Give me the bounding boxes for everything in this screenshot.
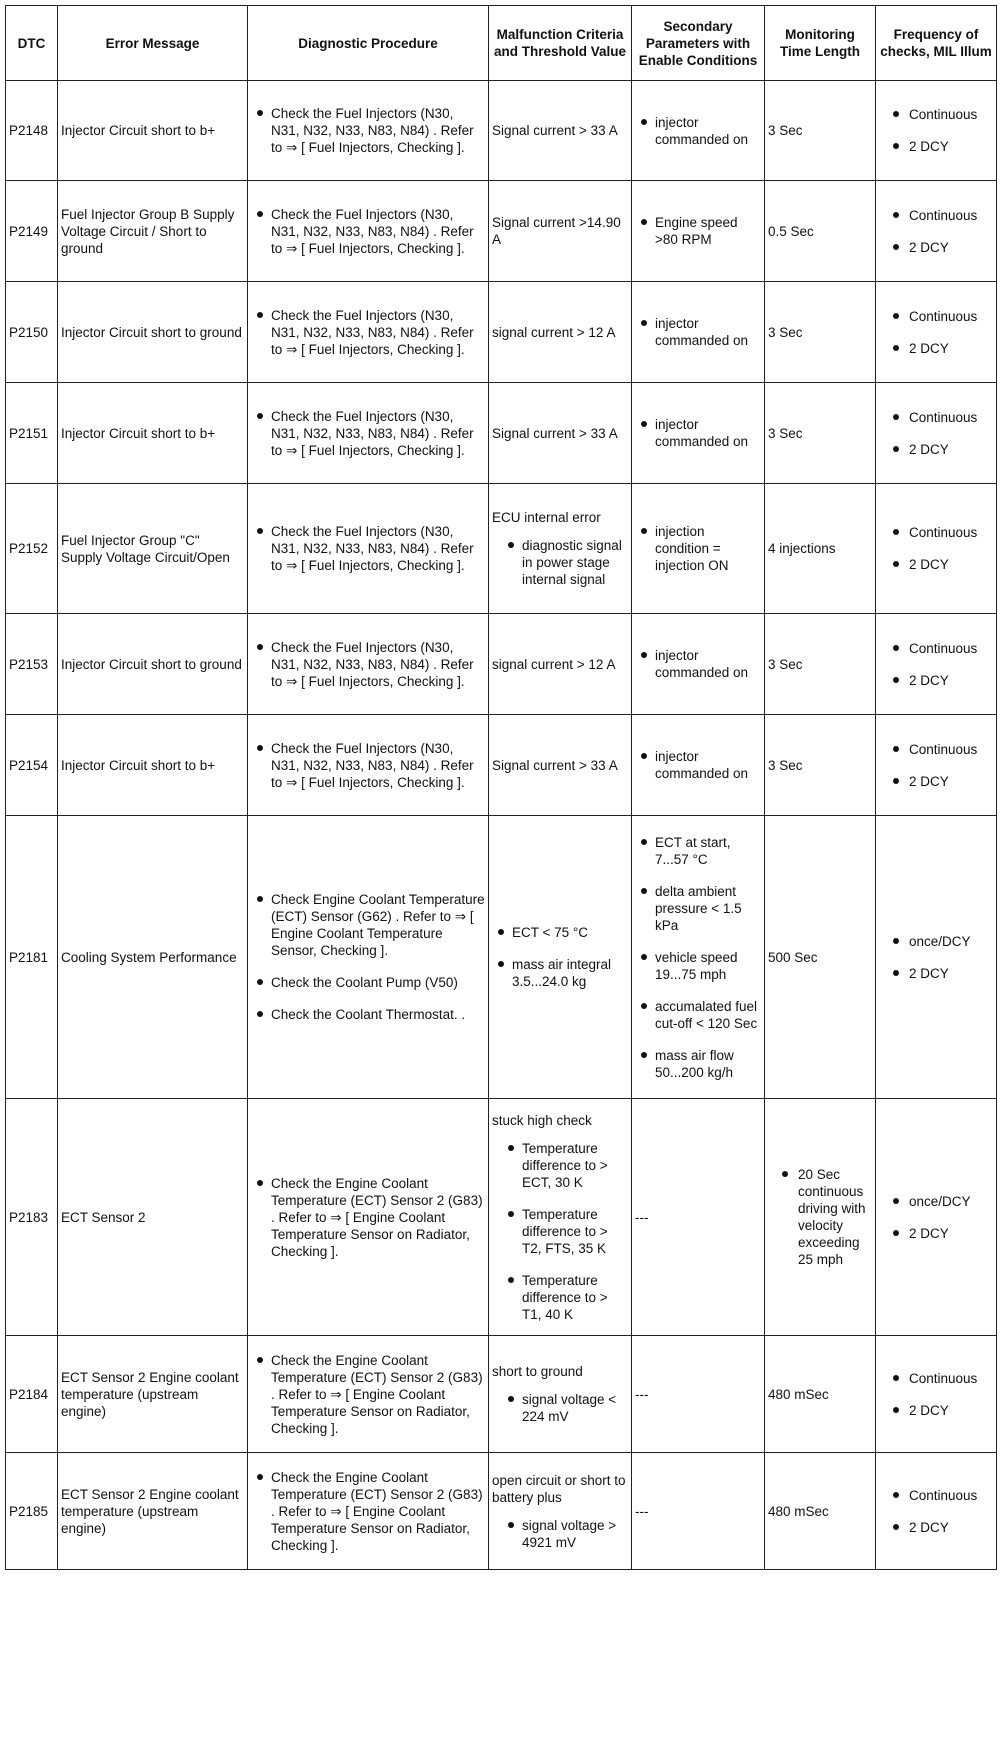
secondary-parameter-item-list [635, 214, 761, 248]
table-row [6, 383, 997, 484]
error-message-cell: ECT Sensor 2 Engine coolant temperature (upstream engine) [58, 1336, 248, 1453]
frequency-item: 2 DCY [879, 239, 993, 256]
table-row [6, 181, 997, 282]
secondary-parameters-cell [632, 816, 765, 1099]
frequency-item-list [879, 524, 993, 573]
error-message-cell: Cooling System Performance [58, 816, 248, 1099]
frequency-item: 2 DCY [879, 556, 993, 573]
frequency-item: Continuous [879, 741, 993, 758]
secondary-parameter-item: injection condition = injection ON [635, 523, 761, 574]
malfunction-criteria-cell: Signal current > 33 A [489, 81, 632, 181]
secondary-parameters-cell [632, 81, 765, 181]
criteria-item: signal voltage > 4921 mV [502, 1517, 628, 1551]
error-message-cell: Injector Circuit short to b+ [58, 81, 248, 181]
secondary-parameters-cell: --- [632, 1336, 765, 1453]
procedure-item-list [251, 1469, 485, 1554]
header-row [6, 6, 997, 81]
dtc-code-cell: P2149 [6, 181, 58, 282]
malfunction-criteria-cell [489, 816, 632, 1099]
frequency-cell [876, 614, 997, 715]
criteria-lead-text: ECU internal error [492, 510, 601, 525]
criteria-item-list [492, 1140, 628, 1323]
secondary-parameters-cell [632, 383, 765, 484]
criteria-item: signal voltage < 224 mV [502, 1391, 628, 1425]
procedure-item-list [251, 639, 485, 690]
dtc-code-cell: P2184 [6, 1336, 58, 1453]
frequency-item: Continuous [879, 409, 993, 426]
header-monitoring-time: Monitoring Time Length [765, 6, 876, 81]
table-body [6, 81, 997, 1570]
procedure-item: Check the Fuel Injectors (N30, N31, N32, N33, N83, N84) . Refer to ⇒ [ Fuel Injectors, Checking ]. [251, 206, 485, 257]
header-error-message: Error Message [58, 6, 248, 81]
procedure-item-list [251, 523, 485, 574]
frequency-item-list [879, 1487, 993, 1536]
monitoring-time-cell: 3 Sec [765, 282, 876, 383]
error-message-cell: Injector Circuit short to ground [58, 282, 248, 383]
monitoring-time-cell: 4 injections [765, 484, 876, 614]
dtc-table [5, 5, 997, 1570]
criteria-item-list [492, 1391, 628, 1425]
criteria-lead-text: open circuit or short to battery plus [492, 1472, 626, 1505]
frequency-item: 2 DCY [879, 965, 993, 982]
error-message-cell: Injector Circuit short to b+ [58, 383, 248, 484]
procedure-item-list [251, 206, 485, 257]
table-row [6, 81, 997, 181]
dtc-code-cell: P2148 [6, 81, 58, 181]
secondary-parameter-item-list [635, 416, 761, 450]
secondary-parameters-cell [632, 181, 765, 282]
secondary-parameters-cell: --- [632, 1453, 765, 1570]
monitoring-item: 20 Sec continuous driving with velocity exceeding 25 mph [768, 1166, 872, 1268]
table-row [6, 282, 997, 383]
frequency-item-list [879, 640, 993, 689]
dtc-code-cell: P2153 [6, 614, 58, 715]
dtc-code-cell: P2183 [6, 1099, 58, 1336]
table-row [6, 1099, 997, 1336]
frequency-item: 2 DCY [879, 138, 993, 155]
procedure-item: Check the Fuel Injectors (N30, N31, N32, N33, N83, N84) . Refer to ⇒ [ Fuel Injectors, Checking ]. [251, 105, 485, 156]
dtc-code-cell: P2152 [6, 484, 58, 614]
frequency-item-list [879, 207, 993, 256]
procedure-item: Check the Fuel Injectors (N30, N31, N32, N33, N83, N84) . Refer to ⇒ [ Fuel Injectors, Checking ]. [251, 639, 485, 690]
secondary-parameter-item: ECT at start, 7...57 °C [635, 834, 761, 868]
criteria-item: Temperature difference to > ECT, 30 K [502, 1140, 628, 1191]
monitoring-time-cell: 3 Sec [765, 715, 876, 816]
frequency-item: Continuous [879, 207, 993, 224]
header-diagnostic-procedure: Diagnostic Procedure [248, 6, 489, 81]
procedure-item: Check Engine Coolant Temperature (ECT) Sensor (G62) . Refer to ⇒ [ Engine Coolant Temperature Sensor, Checking ]. [251, 891, 485, 959]
procedure-item-list [251, 105, 485, 156]
frequency-item-list [879, 933, 993, 982]
frequency-item: Continuous [879, 640, 993, 657]
monitoring-time-cell: 3 Sec [765, 81, 876, 181]
procedure-item: Check the Engine Coolant Temperature (ECT) Sensor 2 (G83) . Refer to ⇒ [ Engine Coolant Temperature Sensor on Radiator, Checking ]. [251, 1352, 485, 1437]
error-message-cell: Fuel Injector Group "C" Supply Voltage Circuit/Open [58, 484, 248, 614]
secondary-parameter-item: delta ambient pressure < 1.5 kPa [635, 883, 761, 934]
frequency-item-list [879, 106, 993, 155]
table-row [6, 816, 997, 1099]
secondary-parameter-item: mass air flow 50...200 kg/h [635, 1047, 761, 1081]
procedure-item-list [251, 1175, 485, 1260]
criteria-lead-text: short to ground [492, 1364, 583, 1379]
criteria-item: ECT < 75 °C [492, 924, 628, 941]
secondary-parameter-item: injector commanded on [635, 748, 761, 782]
malfunction-criteria-cell [489, 484, 632, 614]
secondary-parameters-cell [632, 484, 765, 614]
table-row [6, 715, 997, 816]
table-row [6, 1453, 997, 1570]
secondary-parameter-item: injector commanded on [635, 647, 761, 681]
diagnostic-procedure-cell [248, 1099, 489, 1336]
error-message-cell: Injector Circuit short to b+ [58, 715, 248, 816]
monitoring-time-cell: 3 Sec [765, 614, 876, 715]
frequency-item: 2 DCY [879, 1519, 993, 1536]
error-message-cell: ECT Sensor 2 Engine coolant temperature (upstream engine) [58, 1453, 248, 1570]
criteria-item: Temperature difference to > T1, 40 K [502, 1272, 628, 1323]
diagnostic-procedure-cell [248, 816, 489, 1099]
monitoring-time-cell [765, 1099, 876, 1336]
frequency-cell [876, 816, 997, 1099]
monitoring-time-cell: 500 Sec [765, 816, 876, 1099]
frequency-cell [876, 81, 997, 181]
secondary-parameter-item-list [635, 748, 761, 782]
error-message-cell: Fuel Injector Group B Supply Voltage Circuit / Short to ground [58, 181, 248, 282]
frequency-item: 2 DCY [879, 340, 993, 357]
secondary-parameters-cell [632, 282, 765, 383]
secondary-parameter-item: Engine speed >80 RPM [635, 214, 761, 248]
frequency-item: Continuous [879, 524, 993, 541]
procedure-item-list [251, 891, 485, 1023]
procedure-item: Check the Engine Coolant Temperature (ECT) Sensor 2 (G83) . Refer to ⇒ [ Engine Coolant Temperature Sensor on Radiator, Checking ]. [251, 1175, 485, 1260]
secondary-parameter-item-list [635, 114, 761, 148]
procedure-item: Check the Coolant Pump (V50) [251, 974, 485, 991]
criteria-item-list [492, 537, 628, 588]
malfunction-criteria-cell: signal current > 12 A [489, 614, 632, 715]
diagnostic-procedure-cell [248, 1336, 489, 1453]
frequency-item: Continuous [879, 106, 993, 123]
frequency-item: 2 DCY [879, 672, 993, 689]
header-dtc: DTC [6, 6, 58, 81]
frequency-item-list [879, 1193, 993, 1242]
procedure-item: Check the Fuel Injectors (N30, N31, N32, N33, N83, N84) . Refer to ⇒ [ Fuel Injectors, Checking ]. [251, 523, 485, 574]
secondary-parameter-item: injector commanded on [635, 114, 761, 148]
secondary-parameter-item-list [635, 647, 761, 681]
diagnostic-procedure-cell [248, 282, 489, 383]
error-message-cell: ECT Sensor 2 [58, 1099, 248, 1336]
secondary-parameters-cell [632, 614, 765, 715]
procedure-item-list [251, 740, 485, 791]
diagnostic-procedure-cell [248, 1453, 489, 1570]
frequency-item-list [879, 741, 993, 790]
procedure-item-list [251, 1352, 485, 1437]
frequency-cell [876, 484, 997, 614]
dtc-code-cell: P2150 [6, 282, 58, 383]
frequency-cell [876, 383, 997, 484]
secondary-parameter-item: injector commanded on [635, 416, 761, 450]
secondary-parameters-cell [632, 715, 765, 816]
malfunction-criteria-cell: Signal current >14.90 A [489, 181, 632, 282]
frequency-item-list [879, 308, 993, 357]
malfunction-criteria-cell [489, 1336, 632, 1453]
malfunction-criteria-cell: signal current > 12 A [489, 282, 632, 383]
secondary-parameter-item: injector commanded on [635, 315, 761, 349]
procedure-item-list [251, 408, 485, 459]
frequency-cell [876, 715, 997, 816]
frequency-item: 2 DCY [879, 773, 993, 790]
criteria-item-list [492, 924, 628, 990]
dtc-code-cell: P2185 [6, 1453, 58, 1570]
malfunction-criteria-cell: Signal current > 33 A [489, 383, 632, 484]
criteria-item-list [492, 1517, 628, 1551]
frequency-item: once/DCY [879, 1193, 993, 1210]
frequency-cell [876, 282, 997, 383]
monitoring-time-cell: 480 mSec [765, 1453, 876, 1570]
dtc-code-cell: P2151 [6, 383, 58, 484]
monitoring-item-list [768, 1166, 872, 1268]
frequency-item: 2 DCY [879, 1225, 993, 1242]
frequency-item: Continuous [879, 308, 993, 325]
table-row [6, 1336, 997, 1453]
procedure-item: Check the Engine Coolant Temperature (ECT) Sensor 2 (G83) . Refer to ⇒ [ Engine Coolant Temperature Sensor on Radiator, Checking ]. [251, 1469, 485, 1554]
secondary-parameter-item-list [635, 523, 761, 574]
dtc-code-cell: P2154 [6, 715, 58, 816]
secondary-parameter-item: vehicle speed 19...75 mph [635, 949, 761, 983]
procedure-item-list [251, 307, 485, 358]
malfunction-criteria-cell: Signal current > 33 A [489, 715, 632, 816]
secondary-parameter-item-list [635, 834, 761, 1081]
procedure-item: Check the Fuel Injectors (N30, N31, N32, N33, N83, N84) . Refer to ⇒ [ Fuel Injectors, Checking ]. [251, 307, 485, 358]
frequency-cell [876, 181, 997, 282]
frequency-cell [876, 1453, 997, 1570]
frequency-item: 2 DCY [879, 1402, 993, 1419]
table-row [6, 484, 997, 614]
frequency-item: Continuous [879, 1487, 993, 1504]
diagnostic-procedure-cell [248, 383, 489, 484]
frequency-item: once/DCY [879, 933, 993, 950]
header-malfunction-criteria: Malfunction Criteria and Threshold Value [489, 6, 632, 81]
frequency-cell [876, 1336, 997, 1453]
monitoring-time-cell: 480 mSec [765, 1336, 876, 1453]
frequency-cell [876, 1099, 997, 1336]
malfunction-criteria-cell [489, 1099, 632, 1336]
error-message-cell: Injector Circuit short to ground [58, 614, 248, 715]
diagnostic-procedure-cell [248, 715, 489, 816]
frequency-item-list [879, 409, 993, 458]
criteria-lead-text: stuck high check [492, 1112, 592, 1128]
diagnostic-procedure-cell [248, 614, 489, 715]
diagnostic-procedure-cell [248, 81, 489, 181]
secondary-parameter-item: accumalated fuel cut-off < 120 Sec [635, 998, 761, 1032]
secondary-parameters-cell: --- [632, 1099, 765, 1336]
dtc-code-cell: P2181 [6, 816, 58, 1099]
frequency-item: 2 DCY [879, 441, 993, 458]
criteria-item: mass air integral 3.5...24.0 kg [492, 956, 628, 990]
malfunction-criteria-cell [489, 1453, 632, 1570]
frequency-item: Continuous [879, 1370, 993, 1387]
monitoring-time-cell: 3 Sec [765, 383, 876, 484]
header-secondary-parameters: Secondary Parameters with Enable Conditions [632, 6, 765, 81]
criteria-item: Temperature difference to > T2, FTS, 35 K [502, 1206, 628, 1257]
table-row [6, 614, 997, 715]
procedure-item: Check the Fuel Injectors (N30, N31, N32, N33, N83, N84) . Refer to ⇒ [ Fuel Injectors, Checking ]. [251, 408, 485, 459]
monitoring-time-cell: 0.5 Sec [765, 181, 876, 282]
diagnostic-procedure-cell [248, 484, 489, 614]
frequency-item-list [879, 1370, 993, 1419]
procedure-item: Check the Coolant Thermostat. . [251, 1006, 485, 1023]
criteria-item: diagnostic signal in power stage internal signal [502, 537, 628, 588]
procedure-item: Check the Fuel Injectors (N30, N31, N32, N33, N83, N84) . Refer to ⇒ [ Fuel Injectors, Checking ]. [251, 740, 485, 791]
diagnostic-procedure-cell [248, 181, 489, 282]
secondary-parameter-item-list [635, 315, 761, 349]
header-frequency: Frequency of checks, MIL Illum [876, 6, 997, 81]
